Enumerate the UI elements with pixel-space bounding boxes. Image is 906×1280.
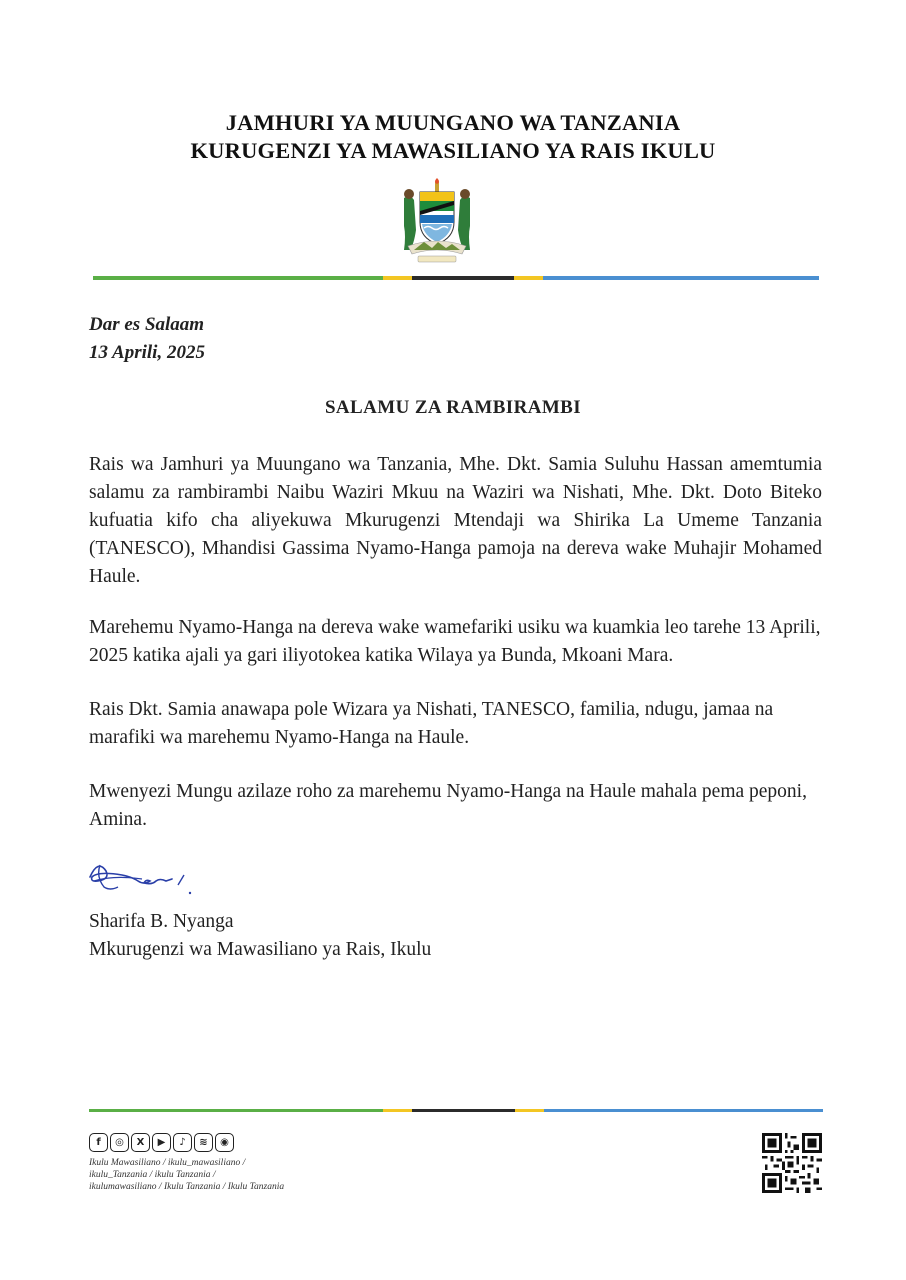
- handwritten-signature: [86, 855, 196, 899]
- handles-line-3: ikulumawasiliano / Ikulu Tanzania / Ikulu Tanzania: [89, 1182, 285, 1192]
- paragraph-1: Rais wa Jamhuri ya Muungano wa Tanzania, Mhe. Dkt. Samia Suluhu Hassan amemtumia salamu za rambirambi Naibu Waziri Mkuu na Waziri wa Nishati, Mhe. Dkt. Doto Biteko kufuatia kifo cha aliyekuwa Mkurugenzi Mtendaji wa Shirika La Umeme Tanzania (TANESCO), Mhandisi Gassima Nyamo-Hanga pamoja na dereva wake Muhajir Mohamed Haule.: [89, 454, 822, 587]
- spotify-icon[interactable]: ≋: [194, 1133, 213, 1152]
- color-stripe-top: [93, 276, 819, 280]
- header-line-1: JAMHURI YA MUUNGANO WA TANZANIA: [225, 110, 681, 135]
- qr-code-icon[interactable]: [762, 1133, 822, 1193]
- podcast-icon[interactable]: ◉: [215, 1133, 234, 1152]
- header-line-2: KURUGENZI YA MAWASILIANO YA RAIS IKULU: [190, 138, 716, 163]
- signer-name: Sharifa B. Nyanga: [89, 911, 234, 932]
- x-icon[interactable]: X: [131, 1133, 150, 1152]
- paragraph-3: Rais Dkt. Samia anawapa pole Wizara ya Nishati, TANESCO, familia, ndugu, jamaa na marafiki wa marehemu Nyamo-Hanga na Haule.: [89, 699, 774, 748]
- place: Dar es Salaam: [89, 314, 205, 335]
- paragraph-4: Mwenyezi Mungu azilaze roho za marehemu Nyamo-Hanga na Haule mahala pema peponi, Amina.: [89, 781, 807, 830]
- document-title: SALAMU ZA RAMBIRAMBI: [324, 397, 582, 418]
- handles-line-2: ikulu_Tanzania / ikulu Tanzania /: [89, 1170, 216, 1180]
- color-stripe-bottom: [89, 1109, 823, 1112]
- facebook-icon[interactable]: f: [89, 1133, 108, 1152]
- paragraph-2: Marehemu Nyamo-Hanga na dereva wake wamefariki usiku wa kuamkia leo tarehe 13 Aprili, 2025 katika ajali ya gari iliyotokea katika Wilaya ya Bunda, Mkoani Mara.: [89, 617, 821, 666]
- social-handles: [89, 1157, 319, 1193]
- youtube-icon[interactable]: ▶: [152, 1133, 171, 1152]
- social-icons: [89, 1133, 234, 1152]
- signer-title: Mkurugenzi wa Mawasiliano ya Rais, Ikulu: [89, 939, 432, 960]
- handles-line-1: Ikulu Mawasiliano / ikulu_mawasiliano /: [89, 1158, 246, 1168]
- tiktok-icon[interactable]: ♪: [173, 1133, 192, 1152]
- date: 13 Aprili, 2025: [89, 342, 205, 363]
- tanzania-coat-of-arms-icon: [394, 178, 480, 264]
- instagram-icon[interactable]: ◎: [110, 1133, 129, 1152]
